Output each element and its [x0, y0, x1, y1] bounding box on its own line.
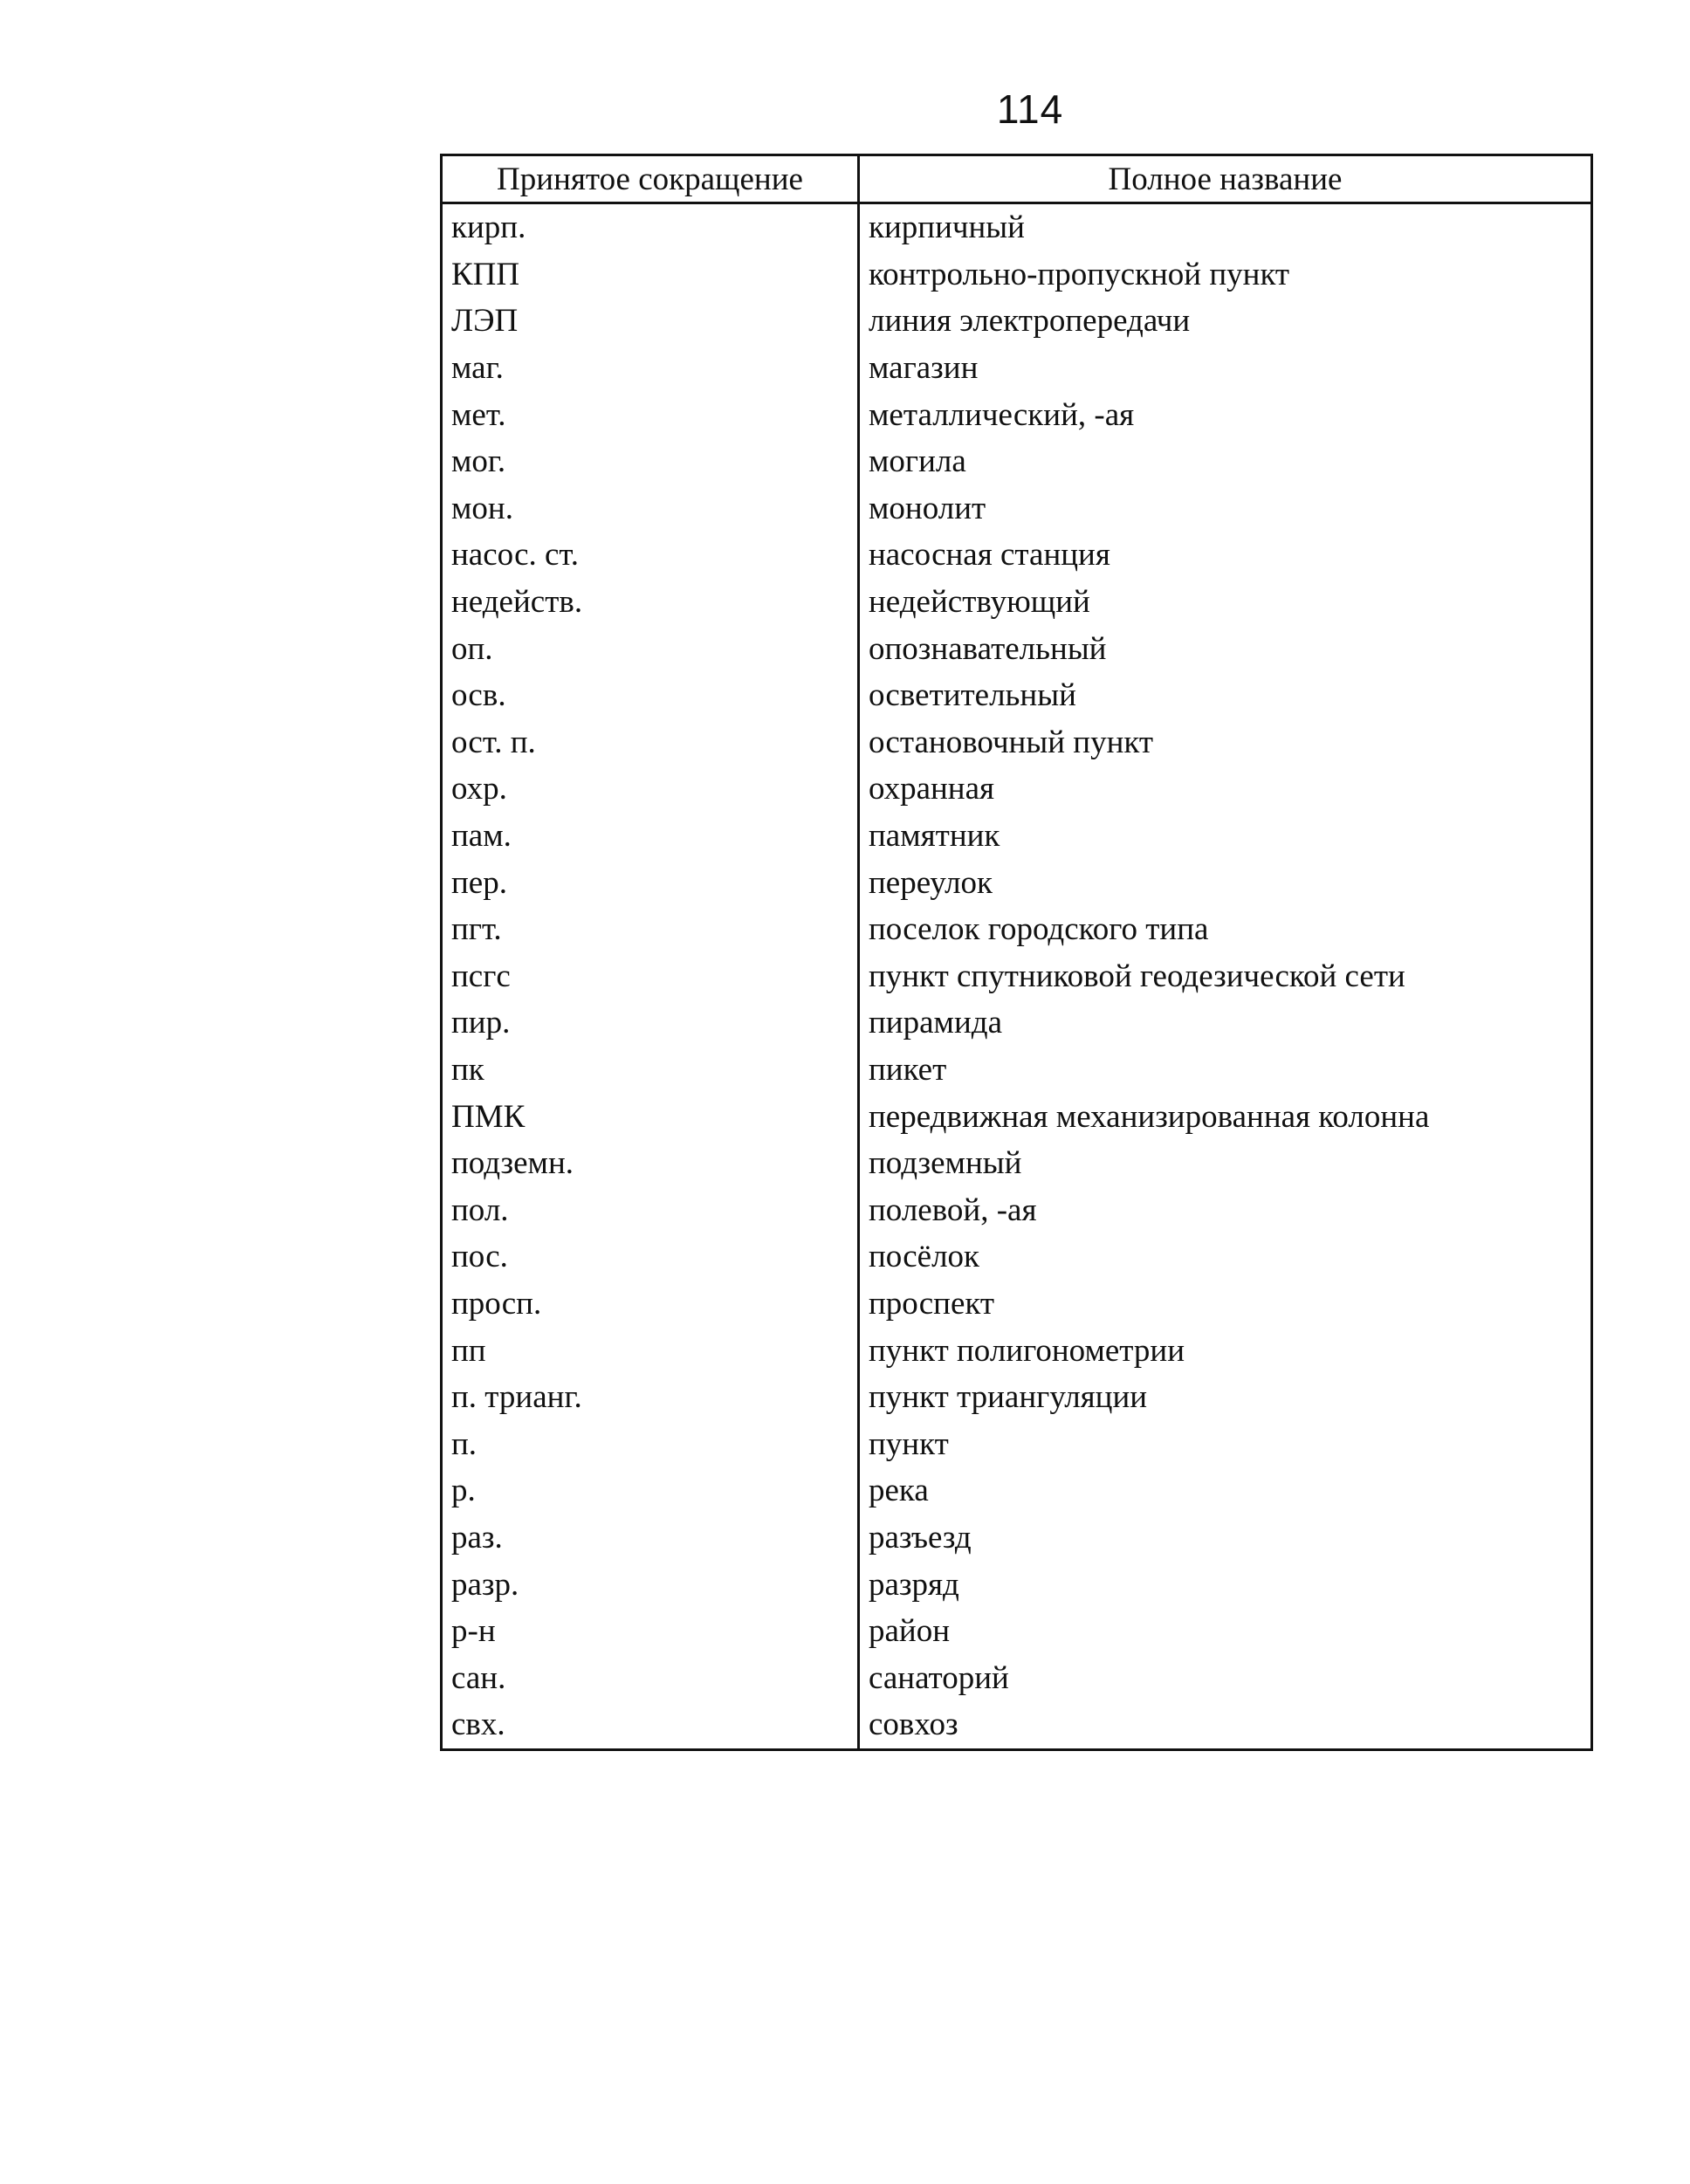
full-name-cell: магазин: [869, 350, 979, 387]
abbreviation-cell: пп: [442, 1327, 859, 1374]
full-name-cell: посёлок: [869, 1239, 980, 1275]
table-row: [442, 1327, 1592, 1374]
full-name-cell: река: [869, 1473, 929, 1509]
table-body: [442, 203, 1592, 1750]
abbreviation-cell: раз.: [442, 1514, 859, 1562]
full-name-cell: передвижная механизированная колонна: [869, 1098, 1430, 1135]
abbreviation-cell: маг.: [442, 345, 859, 392]
full-name-cell: пункт полигонометрии: [869, 1332, 1185, 1369]
abbreviation-cell: п.: [442, 1420, 859, 1467]
full-name-cell: совхоз: [869, 1707, 958, 1743]
full-name-cell: район: [869, 1613, 951, 1650]
table-row: [442, 1608, 1592, 1655]
table-row: [442, 1514, 1592, 1562]
table-row: [442, 1281, 1592, 1328]
table-row: [442, 298, 1592, 345]
table-row: [442, 859, 1592, 906]
abbreviation-cell: псгс: [442, 953, 859, 1000]
table-row: [442, 1093, 1592, 1140]
table-row: [442, 1047, 1592, 1094]
abbreviation-cell: пк: [442, 1047, 859, 1094]
abbreviation-cell: ЛЭП: [442, 298, 859, 345]
table-row: [442, 391, 1592, 438]
table-row: [442, 1186, 1592, 1233]
abbreviation-cell: недейств.: [442, 579, 859, 626]
column-header-abbreviation: Принятое сокращение: [442, 155, 859, 203]
abbreviation-cell: ПМК: [442, 1093, 859, 1140]
abbreviation-cell: КПП: [442, 251, 859, 299]
full-name-cell: кирпичный: [869, 209, 1025, 246]
full-name-cell: пункт триангуляции: [869, 1379, 1148, 1416]
abbreviation-cell: пол.: [442, 1186, 859, 1233]
table-row: [442, 813, 1592, 860]
full-name-cell: недействующий: [869, 584, 1090, 621]
abbreviation-cell: насос. ст.: [442, 532, 859, 579]
table-row: [442, 672, 1592, 719]
abbreviations-table: [440, 154, 1593, 1751]
full-name-cell: остановочный пункт: [869, 724, 1154, 760]
table-row: [442, 532, 1592, 579]
abbreviation-cell: осв.: [442, 672, 859, 719]
full-name-cell: насосная станция: [869, 537, 1110, 573]
table-row: [442, 625, 1592, 672]
full-name-cell: памятник: [869, 818, 1000, 855]
table-row: [442, 485, 1592, 532]
table-header-row: [442, 155, 1592, 203]
full-name-cell: поселок городского типа: [869, 911, 1209, 948]
page-number: 114: [996, 86, 1064, 132]
full-name-cell: пирамида: [869, 1005, 1002, 1041]
full-name-cell: осветительный: [869, 677, 1076, 714]
table-row: [442, 579, 1592, 626]
table-row: [442, 345, 1592, 392]
abbreviation-cell: подземн.: [442, 1140, 859, 1187]
full-name-cell: разряд: [869, 1566, 959, 1603]
table-row: [442, 1420, 1592, 1467]
abbreviation-cell: мон.: [442, 485, 859, 532]
abbreviation-cell: р.: [442, 1467, 859, 1514]
full-name-cell: металлический, -ая: [869, 396, 1135, 433]
full-name-cell: монолит: [869, 490, 986, 526]
table-row: [442, 1233, 1592, 1281]
table-row: [442, 438, 1592, 485]
full-name-cell: подземный: [869, 1145, 1022, 1182]
table-row: [442, 719, 1592, 766]
abbreviation-cell: мет.: [442, 391, 859, 438]
full-name-cell: проспект: [869, 1285, 995, 1322]
table-row: [442, 1654, 1592, 1701]
abbreviation-cell: пос.: [442, 1233, 859, 1281]
table-row: [442, 953, 1592, 1000]
full-name-cell: санаторий: [869, 1659, 1009, 1696]
table-row: [442, 1140, 1592, 1187]
abbreviation-cell: р-н: [442, 1608, 859, 1655]
abbreviation-cell: свх.: [442, 1701, 859, 1749]
abbreviation-cell: ост. п.: [442, 719, 859, 766]
full-name-cell: полевой, -ая: [869, 1192, 1037, 1228]
column-header-full-name: Полное название: [859, 155, 1592, 203]
full-name-cell: разъезд: [869, 1519, 972, 1556]
table-row: [442, 999, 1592, 1047]
table-row: [442, 1561, 1592, 1608]
table-row: [442, 251, 1592, 299]
abbreviation-cell: охр.: [442, 766, 859, 813]
abbreviation-cell: пгт.: [442, 906, 859, 953]
abbreviation-cell: просп.: [442, 1281, 859, 1328]
full-name-cell: линия электропередачи: [869, 303, 1191, 340]
abbreviation-cell: пер.: [442, 859, 859, 906]
table-row: [442, 906, 1592, 953]
abbreviation-cell: кирп.: [442, 203, 859, 251]
full-name-cell: охранная: [869, 771, 995, 807]
full-name-cell: контрольно-пропускной пункт: [869, 256, 1290, 292]
abbreviation-cell: пам.: [442, 813, 859, 860]
full-name-cell: пункт спутниковой геодезической сети: [869, 958, 1405, 994]
abbreviation-cell: разр.: [442, 1561, 859, 1608]
full-name-cell: могила: [869, 443, 966, 480]
abbreviation-cell: п. трианг.: [442, 1374, 859, 1421]
full-name-cell: пикет: [869, 1051, 947, 1088]
abbreviation-cell: оп.: [442, 625, 859, 672]
table-row: [442, 1701, 1592, 1749]
table-row: [442, 1467, 1592, 1514]
abbreviation-cell: пир.: [442, 999, 859, 1047]
table-row: [442, 1374, 1592, 1421]
full-name-cell: переулок: [869, 864, 993, 901]
table-row: [442, 766, 1592, 813]
abbreviation-cell: сан.: [442, 1654, 859, 1701]
table-row: [442, 203, 1592, 251]
full-name-cell: опознавательный: [869, 630, 1107, 667]
abbreviation-cell: мог.: [442, 438, 859, 485]
full-name-cell: пункт: [869, 1425, 949, 1462]
